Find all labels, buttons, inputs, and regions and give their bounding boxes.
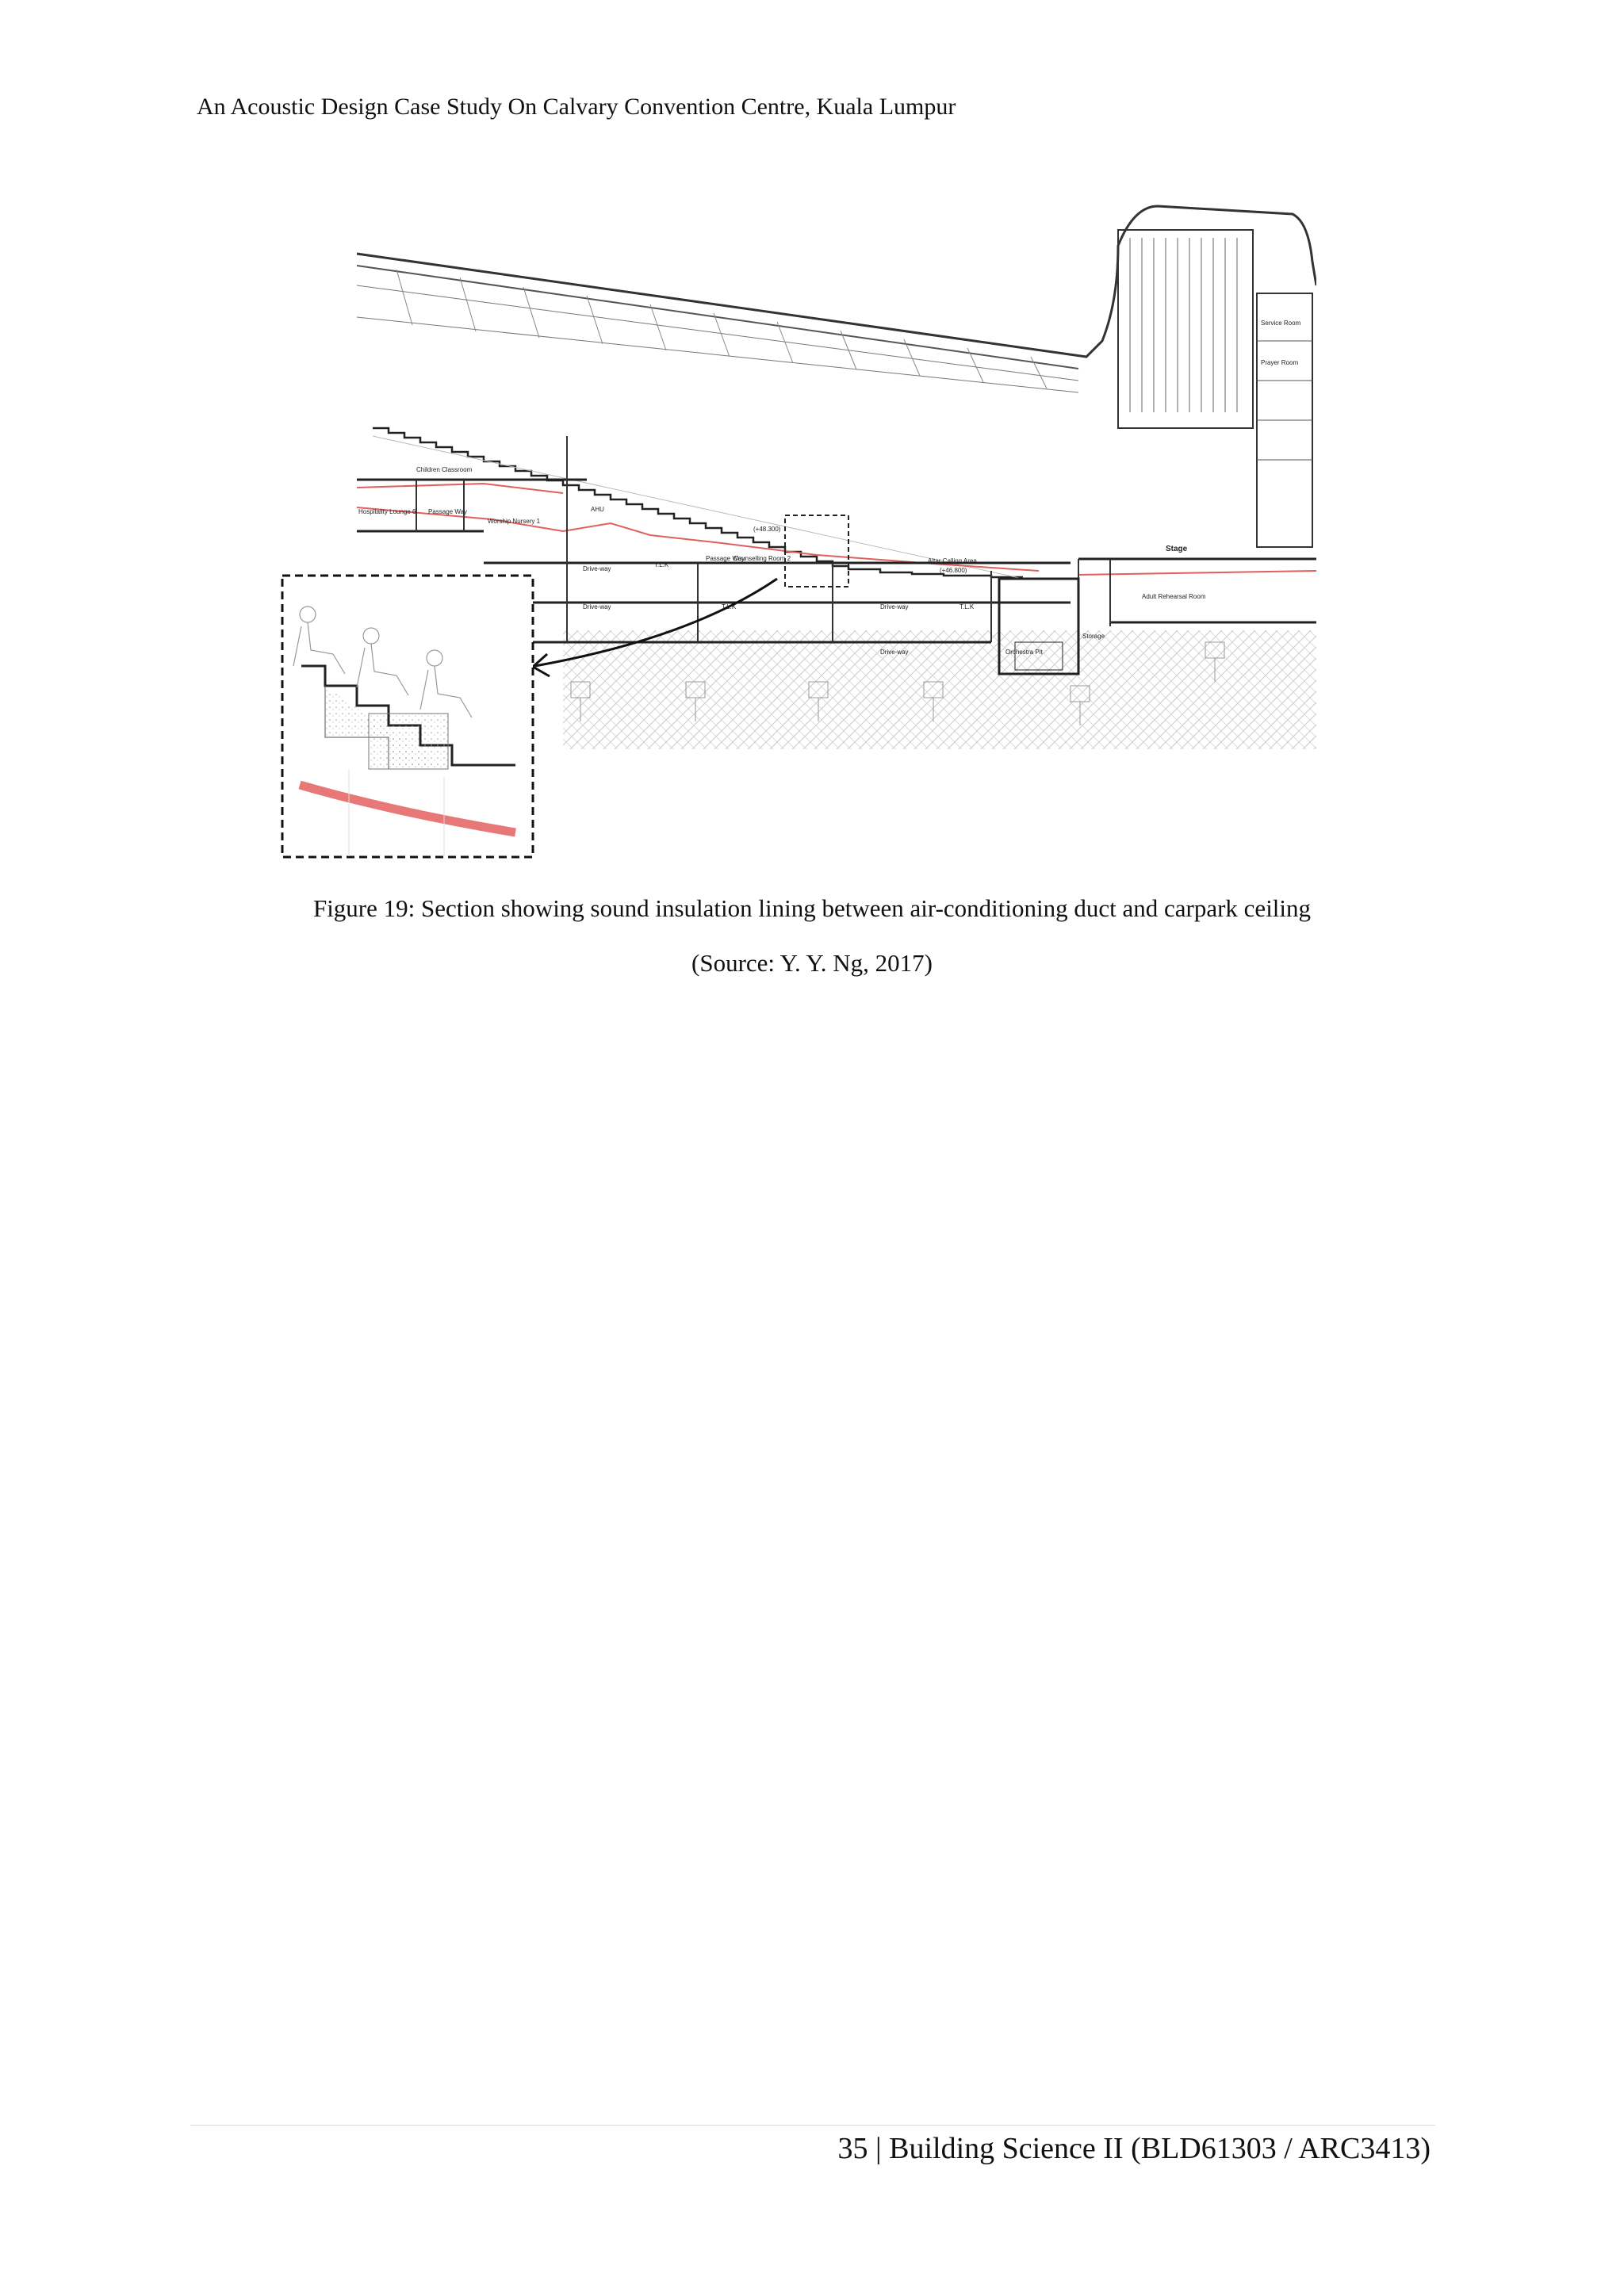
label-passage-way: Passage Way [428,508,468,515]
label-drive-way-3: Drive-way [880,603,909,610]
label-stage: Stage [1166,545,1188,553]
label-drive-way-4: Drive-way [880,649,909,656]
label-tlk-1: T.L.K [654,561,669,568]
label-hospitality-lounge: Hospitality Lounge 6 [358,508,416,515]
label-adult-rehearsal-room: Adult Rehearsal Room [1142,593,1206,600]
figure-caption: Figure 19: Section showing sound insulation lining between air-conditioning duct and carpark ceiling [312,894,1312,922]
page-footer: 35 | Building Science II (BLD61303 / ARC3413) [837,2132,1431,2165]
seating-rake [373,428,1023,577]
label-level-1: (+48.300) [753,526,781,533]
label-service-room: Service Room [1261,320,1301,327]
building-section-drawing [278,198,1316,864]
label-drive-way-1: Drive-way [583,565,611,572]
label-tlk-3: T.L.K [959,603,975,610]
footer-rule [190,2125,1435,2126]
label-altar-calling-area: Altar Calling Area [928,557,977,564]
ground-hatch [563,630,1316,749]
label-tlk-2: T.L.K [722,603,737,610]
roof-trusses [396,270,1047,388]
fly-tower [1118,230,1253,428]
running-header: An Acoustic Design Case Study On Calvary Convention Centre, Kuala Lumpur [197,94,956,120]
figure-source: (Source: Y. Y. Ng, 2017) [691,949,933,977]
label-drive-way-2: Drive-way [583,603,611,610]
label-counselling-room: Counselling Room 2 [733,555,791,562]
label-worship-nursery: Worship Nursery 1 [488,518,541,525]
label-orchestra-pit: Orchestra Pit [1005,649,1043,656]
label-prayer-room: Prayer Room [1261,359,1299,366]
section-drawing-figure [278,198,1316,864]
label-children-classroom: Children Classroom [416,466,473,473]
label-passage-way-2: Passage Way [706,555,745,562]
label-storage: Storage [1082,633,1105,640]
label-level-2: (+46.800) [940,567,967,574]
label-ahu: AHU [591,506,604,513]
